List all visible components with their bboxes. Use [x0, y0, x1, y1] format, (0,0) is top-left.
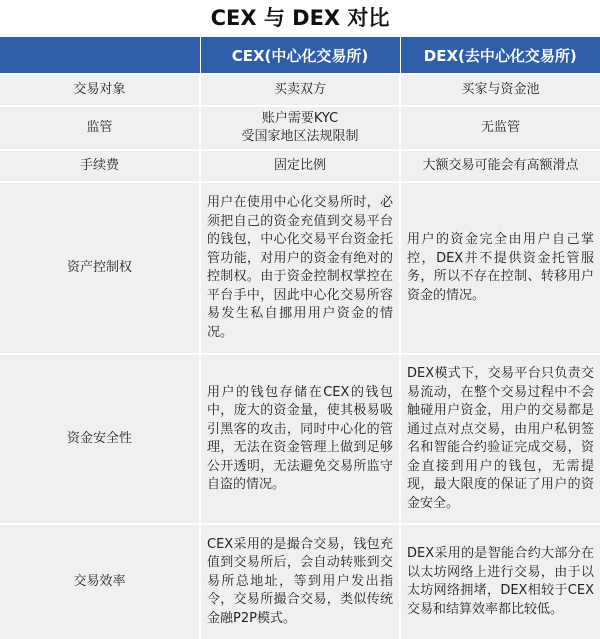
row-label: 手续费: [0, 150, 200, 182]
dex-cell: 大额交易可能会有高额滑点: [400, 150, 600, 182]
dex-cell: DEX采用的是智能合约大部分在以太坊网络上进行交易，由于以太坊网络拥堵，DEX相较于CEX交易和结算效率都比较低。: [400, 524, 600, 639]
row-label: 监管: [0, 106, 200, 150]
header-cex: CEX(中心化交易所): [200, 37, 400, 74]
row-label: 资金安全性: [0, 354, 200, 524]
table-row: [0, 354, 600, 524]
cex-cell: 固定比例: [200, 150, 400, 182]
dex-cell: 无监管: [400, 106, 600, 150]
page-title: CEX 与 DEX 对比: [210, 6, 390, 30]
comparison-table: [0, 37, 600, 639]
header-row: [0, 37, 600, 74]
table-row: [0, 106, 600, 150]
cex-cell: CEX采用的是撮合交易，钱包充值到交易所后，会自动转账到交易所总地址，等到用户发出指令，交易所撮合交易，类似传统金融P2P模式。: [200, 524, 400, 639]
row-label: 交易对象: [0, 74, 200, 106]
header-blank: [0, 37, 200, 74]
cex-cell: 买卖双方: [200, 74, 400, 106]
row-label: 资产控制权: [0, 182, 200, 354]
table-row: [0, 182, 600, 354]
table-row: [0, 74, 600, 106]
dex-cell: 买家与资金池: [400, 74, 600, 106]
cex-cell: 用户的钱包存储在CEX的钱包中，庞大的资金量，使其极易吸引黑客的攻击，同时中心化的管理，无法在资金管理上做到足够公开透明，无法避免交易所监守自盗的情况。: [200, 354, 400, 524]
cex-cell: 账户需要KYC 受国家地区法规限制: [200, 106, 400, 150]
header-dex: DEX(去中心化交易所): [400, 37, 600, 74]
row-label: 交易效率: [0, 524, 200, 639]
dex-cell: DEX模式下，交易平台只负责交易流动，在整个交易过程中不会触碰用户资金，用户的交易都是通过点对点交易，由用户私钥签名和智能合约验证完成交易，资金直接到用户的钱包，无需提现，最大限度的保证了用户的资金安全。: [400, 354, 600, 524]
dex-cell: 用户的资金完全由用户自己掌控，DEX并不提供资金托管服务，所以不存在控制、转移用户资金的情况。: [400, 182, 600, 354]
table-row: [0, 150, 600, 182]
table-row: [0, 524, 600, 639]
cex-cell: 用户在使用中心化交易所时，必须把自己的资金充值到交易平台的钱包，中心化交易平台资金托管功能，对用户的资金有绝对的控制权。由于资金控制权掌控在平台手中，因此中心化交易所容易发生私自挪用用户资金的情况。: [200, 182, 400, 354]
